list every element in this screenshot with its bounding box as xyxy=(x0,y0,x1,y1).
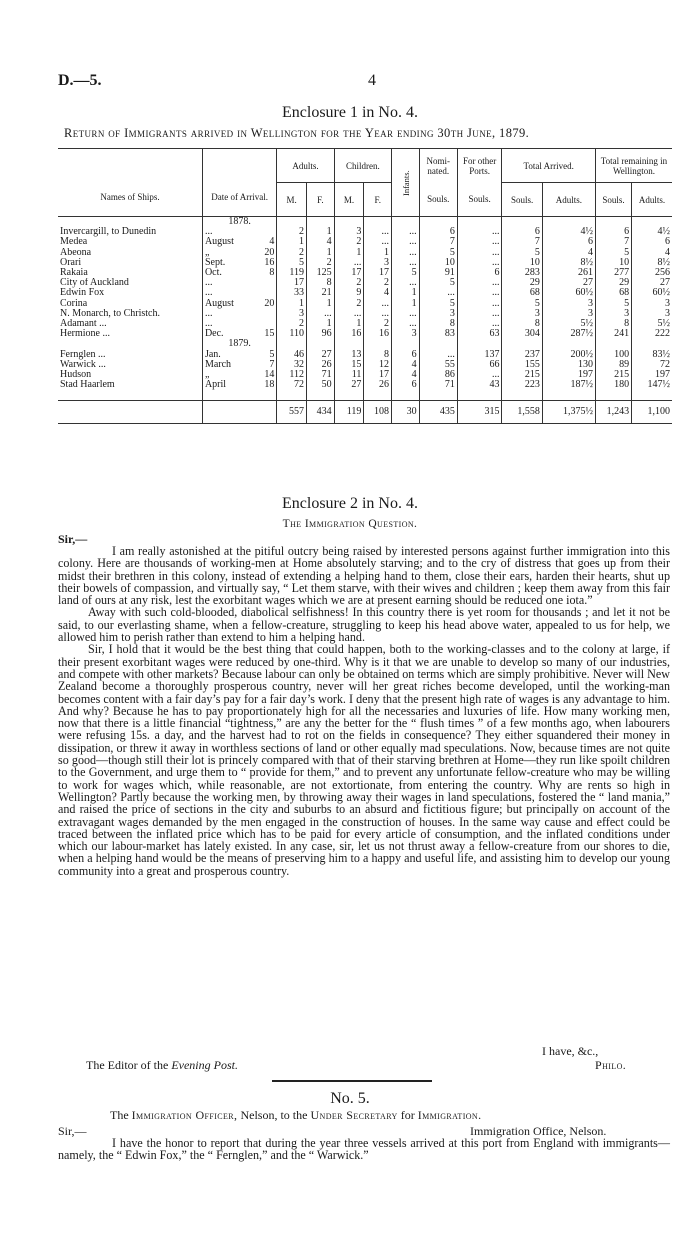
cell-nom: 91 xyxy=(419,268,457,278)
arrival-day: 8 xyxy=(269,267,275,279)
ship-name: Fernglen ... xyxy=(60,349,106,360)
page-reference: D.—5. xyxy=(58,72,102,89)
cell-ta: 6 xyxy=(542,237,595,247)
cell-oth: ... xyxy=(457,258,502,268)
cell-inf: 1 xyxy=(392,288,420,298)
addressee-paper: Evening Post. xyxy=(171,1058,238,1072)
cell-inf: ... xyxy=(392,227,420,237)
cell-ts: 68 xyxy=(502,288,542,298)
spacer-row xyxy=(58,390,672,401)
cell-cf: 12 xyxy=(364,360,392,370)
cell-ts: 155 xyxy=(502,360,542,370)
col-total-remaining: Total remaining in Wellington. xyxy=(595,149,672,183)
page-number: 4 xyxy=(368,72,376,89)
table-row xyxy=(58,370,672,380)
no5-body xyxy=(58,1137,670,1162)
ship-name: Warwick ... xyxy=(60,359,106,370)
cell-rs: 68 xyxy=(595,288,631,298)
enclosure-1-title: Enclosure 1 in No. 4. xyxy=(282,104,418,121)
cell-oth: ... xyxy=(457,278,502,288)
cell-rs: 100 xyxy=(595,349,631,359)
cell-rs: 6 xyxy=(595,227,631,237)
ship-name: Abeona xyxy=(60,247,92,258)
arrival-month: August xyxy=(202,299,255,309)
cell-oth: 43 xyxy=(457,380,502,390)
table-row xyxy=(58,299,672,309)
arrival-month: „ xyxy=(202,248,255,258)
cell-inf: 5 xyxy=(392,268,420,278)
cell-am: 2 xyxy=(277,248,307,258)
table-row xyxy=(58,248,672,258)
cell-rs: 241 xyxy=(595,329,631,339)
cell-ta: 4 xyxy=(542,248,595,258)
cell-am: 32 xyxy=(277,360,307,370)
total-oth: 315 xyxy=(457,401,502,424)
cell-cm: ... xyxy=(334,309,364,319)
table-row xyxy=(58,319,672,329)
cell-am: 110 xyxy=(277,329,307,339)
cell-cf: 26 xyxy=(364,380,392,390)
cell-af: 1 xyxy=(307,248,335,258)
col-children: Children. xyxy=(334,149,391,183)
arrival-day: 20 xyxy=(264,247,275,258)
cell-ts: 237 xyxy=(502,349,542,359)
cell-ts: 29 xyxy=(502,278,542,288)
cell-af: ... xyxy=(307,309,335,319)
cell-inf: ... xyxy=(392,237,420,247)
cell-oth: ... xyxy=(457,237,502,247)
cell-am: 5 xyxy=(277,258,307,268)
cell-cm: 15 xyxy=(334,360,364,370)
cell-ta: 27 xyxy=(542,278,595,288)
cell-rs: 277 xyxy=(595,268,631,278)
table-row xyxy=(58,349,672,359)
cell-cm: 2 xyxy=(334,278,364,288)
cell-ts: 3 xyxy=(502,309,542,319)
arrival-day xyxy=(256,309,277,319)
cell-rs: 89 xyxy=(595,360,631,370)
ship-name: Hermione ... xyxy=(60,329,110,340)
ship-name: Stad Haarlem xyxy=(60,380,115,391)
col-nominated: Nomi-nated. xyxy=(419,149,457,183)
arrival-day xyxy=(256,288,277,298)
cell-rs: 5 xyxy=(595,299,631,309)
cell-ra: 83½ xyxy=(632,349,672,359)
cell-am: 3 xyxy=(277,309,307,319)
arrival-month: April xyxy=(202,380,255,390)
cell-ra: 72 xyxy=(632,360,672,370)
cell-ra: 256 xyxy=(632,268,672,278)
sub-children-m: M. xyxy=(334,183,364,217)
cell-cf: 2 xyxy=(364,278,392,288)
cell-cf: ... xyxy=(364,299,392,309)
closing: I have, &c., xyxy=(542,1044,599,1058)
ship-name: Medea xyxy=(60,237,88,248)
total-cf: 108 xyxy=(364,401,392,424)
table-row xyxy=(58,237,672,247)
cell-nom: 55 xyxy=(419,360,457,370)
cell-nom: 7 xyxy=(419,237,457,247)
return-caption: Return of Immigrants arrived in Wellington for the Year ending 30th June, 1879. xyxy=(64,126,530,140)
sub-arrived-adults: Adults. xyxy=(542,183,595,217)
cell-inf: 6 xyxy=(392,349,420,359)
total-ts: 1,558 xyxy=(502,401,542,424)
cell-inf: 6 xyxy=(392,380,420,390)
cell-ra: 4 xyxy=(632,248,672,258)
cell-ta: 60½ xyxy=(542,288,595,298)
cell-cm: 2 xyxy=(334,299,364,309)
cell-ts: 304 xyxy=(502,329,542,339)
heading-officer: Immigration Officer, xyxy=(131,1108,238,1122)
cell-ta: 197 xyxy=(542,370,595,380)
enclosure-2-subtitle: The Immigration Question. xyxy=(282,518,418,530)
arrival-day xyxy=(256,227,277,237)
cell-af: 8 xyxy=(307,278,335,288)
cell-rs: 215 xyxy=(595,370,631,380)
cell-ta: 130 xyxy=(542,360,595,370)
arrival-month: „ xyxy=(202,370,255,380)
paragraph-1: I am really astonished at the pitiful outcry being raised by interested persons against further immigration into this colony. Here are thousands of working-men at Home absolutely starving; and to the cry of distress that goes up from their midst their brethren in this colony, instead of extending a helping hand to them, close their ears, harden their hearts, shut up their bowels of compassion, and virtually say, “ Let them starve, with their wives and children ; keep them away from this fair land of ours at any risk, lest the exorbitant wages which we are at present earning should be reduced one iota.” xyxy=(58,544,670,608)
cell-nom: 3 xyxy=(419,309,457,319)
cell-ta: 287½ xyxy=(542,329,595,339)
arrival-month: Sept. xyxy=(202,258,255,268)
cell-nom: ... xyxy=(419,288,457,298)
cell-cm: 3 xyxy=(334,227,364,237)
cell-af: 2 xyxy=(307,258,335,268)
sub-nominated-souls: Souls. xyxy=(419,183,457,217)
cell-oth: ... xyxy=(457,288,502,298)
totals-row xyxy=(58,401,672,424)
table-row xyxy=(58,329,672,339)
cell-cf: 16 xyxy=(364,329,392,339)
cell-cm: 13 xyxy=(334,349,364,359)
letter-body xyxy=(58,545,670,877)
ship-name: Adamant ... xyxy=(60,318,107,329)
ship-name: Hudson xyxy=(60,369,92,380)
cell-rs: 8 xyxy=(595,319,631,329)
table-row xyxy=(58,258,672,268)
cell-inf: 1 xyxy=(392,299,420,309)
cell-am: 17 xyxy=(277,278,307,288)
cell-am: 112 xyxy=(277,370,307,380)
arrival-month: ... xyxy=(202,227,255,237)
table-row xyxy=(58,278,672,288)
cell-cf: 17 xyxy=(364,268,392,278)
signature: Philo. xyxy=(595,1058,627,1072)
cell-inf: 3 xyxy=(392,329,420,339)
cell-oth: 63 xyxy=(457,329,502,339)
cell-ta: 3 xyxy=(542,309,595,319)
ship-name: Invercargill, to Dunedin xyxy=(60,227,157,238)
no5-heading xyxy=(110,1108,482,1123)
cell-rs: 180 xyxy=(595,380,631,390)
cell-cm: 2 xyxy=(334,237,364,247)
cell-ra: 3 xyxy=(632,309,672,319)
cell-inf: ... xyxy=(392,309,420,319)
cell-oth: 6 xyxy=(457,268,502,278)
salutation: Sir,— xyxy=(58,532,88,546)
arrival-day: 16 xyxy=(264,257,275,268)
arrival-month: Oct. xyxy=(202,268,255,278)
cell-oth: ... xyxy=(457,299,502,309)
cell-cf: 3 xyxy=(364,258,392,268)
cell-af: 1 xyxy=(307,299,335,309)
cell-cm: 11 xyxy=(334,370,364,380)
cell-nom: 83 xyxy=(419,329,457,339)
cell-nom: 5 xyxy=(419,248,457,258)
cell-ts: 283 xyxy=(502,268,542,278)
cell-cm: 16 xyxy=(334,329,364,339)
cell-nom: 8 xyxy=(419,319,457,329)
cell-cf: 1 xyxy=(364,248,392,258)
cell-af: 50 xyxy=(307,380,335,390)
arrival-day: 14 xyxy=(264,369,275,380)
cell-cm: 27 xyxy=(334,380,364,390)
sub-remaining-adults: Adults. xyxy=(632,183,672,217)
cell-inf: ... xyxy=(392,319,420,329)
immigrants-return-table xyxy=(58,148,672,424)
cell-am: 72 xyxy=(277,380,307,390)
ship-name: City of Auckland xyxy=(60,278,129,289)
cell-am: 46 xyxy=(277,349,307,359)
cell-cf: 17 xyxy=(364,370,392,380)
cell-nom: 86 xyxy=(419,370,457,380)
table-row xyxy=(58,288,672,298)
total-af: 434 xyxy=(307,401,335,424)
no5-salutation: Sir,— xyxy=(58,1124,87,1138)
table-row xyxy=(58,227,672,237)
total-ta: 1,375½ xyxy=(542,401,595,424)
col-adults: Adults. xyxy=(277,149,334,183)
col-total-arrived: Total Arrived. xyxy=(502,149,595,183)
sub-adults-f: F. xyxy=(307,183,335,217)
cell-ts: 5 xyxy=(502,299,542,309)
cell-af: 1 xyxy=(307,227,335,237)
cell-cm: 1 xyxy=(334,248,364,258)
no5-title: No. 5. xyxy=(330,1090,370,1107)
arrival-day xyxy=(256,319,277,329)
ship-name: Orari xyxy=(60,257,82,268)
col-infants: Infants. xyxy=(392,149,420,217)
cell-am: 2 xyxy=(277,227,307,237)
arrival-day: 20 xyxy=(264,298,275,309)
no5-location: Immigration Office, Nelson. xyxy=(470,1124,607,1138)
arrival-day: 18 xyxy=(264,380,275,391)
cell-af: 96 xyxy=(307,329,335,339)
cell-ra: 6 xyxy=(632,237,672,247)
arrival-month: Dec. xyxy=(202,329,255,339)
paragraph-2: Away with such cold-blooded, diabolical selfishness! In this country there is yet room for thousands ; and let it not be said, to our everlasting shame, when a fellow-creature, struggling to keep his head above water, appealed to us for help, we allowed him to perish rather than extend to him a helping hand. xyxy=(58,605,670,645)
cell-rs: 5 xyxy=(595,248,631,258)
ship-name: N. Monarch, to Christch. xyxy=(60,308,160,319)
cell-af: 26 xyxy=(307,360,335,370)
total-ra: 1,100 xyxy=(632,401,672,424)
cell-ra: 5½ xyxy=(632,319,672,329)
cell-oth: ... xyxy=(457,309,502,319)
year-row-1878 xyxy=(58,217,672,228)
table-row xyxy=(58,380,672,390)
cell-cf: ... xyxy=(364,237,392,247)
arrival-month: August xyxy=(202,237,255,247)
sub-adults-m: M. xyxy=(277,183,307,217)
cell-inf: ... xyxy=(392,278,420,288)
cell-ra: 4½ xyxy=(632,227,672,237)
cell-af: 4 xyxy=(307,237,335,247)
cell-am: 119 xyxy=(277,268,307,278)
no5-paragraph: I have the honor to report that during the year three vessels arrived at this port from England with immigrants—namely, the “ Edwin Fox,” the “ Fernglen,” and the “ Warwick.” xyxy=(58,1136,670,1163)
cell-af: 1 xyxy=(307,319,335,329)
cell-inf: ... xyxy=(392,258,420,268)
cell-af: 125 xyxy=(307,268,335,278)
cell-ta: 200½ xyxy=(542,349,595,359)
total-inf: 30 xyxy=(392,401,420,424)
cell-nom: 6 xyxy=(419,227,457,237)
arrival-day: 4 xyxy=(269,237,275,248)
heading-for: for xyxy=(400,1108,415,1122)
cell-ra: 8½ xyxy=(632,258,672,268)
ship-name: Corina xyxy=(60,298,88,309)
cell-ts: 6 xyxy=(502,227,542,237)
cell-rs: 7 xyxy=(595,237,631,247)
cell-oth: 66 xyxy=(457,360,502,370)
arrival-month: ... xyxy=(202,288,255,298)
arrival-month: March xyxy=(202,360,255,370)
cell-ta: 261 xyxy=(542,268,595,278)
cell-oth: 137 xyxy=(457,349,502,359)
cell-nom: 10 xyxy=(419,258,457,268)
cell-ta: 3 xyxy=(542,299,595,309)
total-nom: 435 xyxy=(419,401,457,424)
total-cm: 119 xyxy=(334,401,364,424)
cell-nom: 5 xyxy=(419,278,457,288)
cell-rs: 29 xyxy=(595,278,631,288)
cell-ta: 4½ xyxy=(542,227,595,237)
cell-ra: 147½ xyxy=(632,380,672,390)
col-ship-name: Names of Ships. xyxy=(58,149,202,217)
year-label: 1878. xyxy=(202,217,276,228)
arrival-day: 5 xyxy=(269,349,275,360)
cell-am: 2 xyxy=(277,319,307,329)
cell-cf: 4 xyxy=(364,288,392,298)
heading-immigration: Immigration. xyxy=(417,1108,482,1122)
cell-nom: ... xyxy=(419,349,457,359)
cell-ts: 215 xyxy=(502,370,542,380)
cell-am: 33 xyxy=(277,288,307,298)
cell-ts: 5 xyxy=(502,248,542,258)
enclosure-2-title: Enclosure 2 in No. 4. xyxy=(282,495,418,512)
ship-name: Edwin Fox xyxy=(60,288,105,299)
cell-oth: ... xyxy=(457,248,502,258)
cell-inf: 4 xyxy=(392,360,420,370)
cell-nom: 71 xyxy=(419,380,457,390)
cell-cm: 9 xyxy=(334,288,364,298)
cell-cf: ... xyxy=(364,309,392,319)
cell-ra: 60½ xyxy=(632,288,672,298)
sub-remaining-souls: Souls. xyxy=(595,183,631,217)
cell-ra: 197 xyxy=(632,370,672,380)
cell-ts: 223 xyxy=(502,380,542,390)
col-date-of-arrival: Date of Arrival. xyxy=(202,149,276,217)
cell-am: 1 xyxy=(277,237,307,247)
cell-ta: 8½ xyxy=(542,258,595,268)
ship-name: Rakaia xyxy=(60,267,88,279)
arrival-day xyxy=(256,278,277,288)
cell-af: 21 xyxy=(307,288,335,298)
cell-ta: 5½ xyxy=(542,319,595,329)
cell-inf: ... xyxy=(392,248,420,258)
table-row xyxy=(58,360,672,370)
table-row xyxy=(58,309,672,319)
cell-inf: 4 xyxy=(392,370,420,380)
year-label: 1879. xyxy=(202,339,276,349)
cell-oth: ... xyxy=(457,319,502,329)
cell-ts: 7 xyxy=(502,237,542,247)
arrival-month: ... xyxy=(202,309,255,319)
cell-nom: 5 xyxy=(419,299,457,309)
cell-ra: 27 xyxy=(632,278,672,288)
addressee-prefix: The Editor of the xyxy=(86,1058,169,1072)
cell-cm: 1 xyxy=(334,319,364,329)
arrival-day: 7 xyxy=(269,359,275,370)
year-row-1879 xyxy=(58,339,672,349)
arrival-month: ... xyxy=(202,278,255,288)
paragraph-3: Sir, I hold that it would be the best thing that could happen, both to the working-classes and to the colony at large, if their present exorbitant wages were reduced by one-third. Why is it that we are unable to develop so many of our industries, and compete with other markets? Because labour can only be obtained on terms which are simply prohibitive. Never will New Zealand become a thoroughly prosperous country, never will her great riches become developed, until the working-man becomes content with a fair day’s pay for a fair day’s work. I deny that the present high rate of wages is any advantage to him. And why? Because he has to pay proportionately high for all the necessaries and luxuries of life. How many working men, now that there is a little financial “tightness,” are any the better for the “ flush times ” of a few months ago, when labourers were refusing 15s. a day, and the harvest had to rot on the fields in consequence? They either squandered their money in dissipation, or threw it away in worthless sections of land or other equally mad speculations. Now, because times are not quite so good—though still their lot is princely compared with that of their starving brethren at Home—they run like spoilt children to the Government, and urge them to “ provide for them,” and to prevent any unfortunate fellow-creature who may be willing to work for wages which, while reasonable, are not extortionate, from entering the country. Why are rents so high in Wellington? Partly because the working men, by throwing away their wages in land speculations, fostered the “ land mania,” and raised the price of sections in the city and suburbs to an absurd and fictitious figure; but principally on account of the extravagant wages demanded by the men engaged in the construction of houses. In the same way cause and effect could be traced between the inflated price which has to be paid for every article of consumption, and the inflated conditions under which our labour-market has lately existed. In any case, sir, let us not thrust away a fellow-creature from our shores to die, when a helping hand would be the means of preserving him to a happy and useful life, and assisting him to develop our young community into a great and prosperous country. xyxy=(58,642,670,878)
cell-af: 71 xyxy=(307,370,335,380)
sub-other-ports-souls: Souls. xyxy=(457,183,502,217)
cell-rs: 10 xyxy=(595,258,631,268)
cell-ta: 187½ xyxy=(542,380,595,390)
sub-children-f: F. xyxy=(364,183,392,217)
cell-oth: ... xyxy=(457,370,502,380)
arrival-month: Jan. xyxy=(202,349,255,359)
cell-ts: 8 xyxy=(502,319,542,329)
addressee xyxy=(86,1058,238,1073)
heading-the: The xyxy=(110,1108,129,1122)
table-row xyxy=(58,268,672,278)
cell-af: 27 xyxy=(307,349,335,359)
cell-rs: 3 xyxy=(595,309,631,319)
cell-ra: 3 xyxy=(632,299,672,309)
sub-arrived-souls: Souls. xyxy=(502,183,542,217)
arrival-day: 15 xyxy=(264,329,275,340)
cell-am: 1 xyxy=(277,299,307,309)
cell-ts: 10 xyxy=(502,258,542,268)
cell-cf: 2 xyxy=(364,319,392,329)
cell-cm: 17 xyxy=(334,268,364,278)
arrival-month: ... xyxy=(202,319,255,329)
cell-cm: ... xyxy=(334,258,364,268)
total-am: 557 xyxy=(277,401,307,424)
col-other-ports: For other Ports. xyxy=(457,149,502,183)
section-divider xyxy=(272,1080,432,1082)
heading-under-secretary: Under Secretary xyxy=(310,1108,398,1122)
cell-cf: ... xyxy=(364,227,392,237)
cell-cf: 8 xyxy=(364,349,392,359)
total-rs: 1,243 xyxy=(595,401,631,424)
cell-oth: ... xyxy=(457,227,502,237)
heading-nelson: Nelson, to the xyxy=(240,1108,308,1122)
cell-ra: 222 xyxy=(632,329,672,339)
